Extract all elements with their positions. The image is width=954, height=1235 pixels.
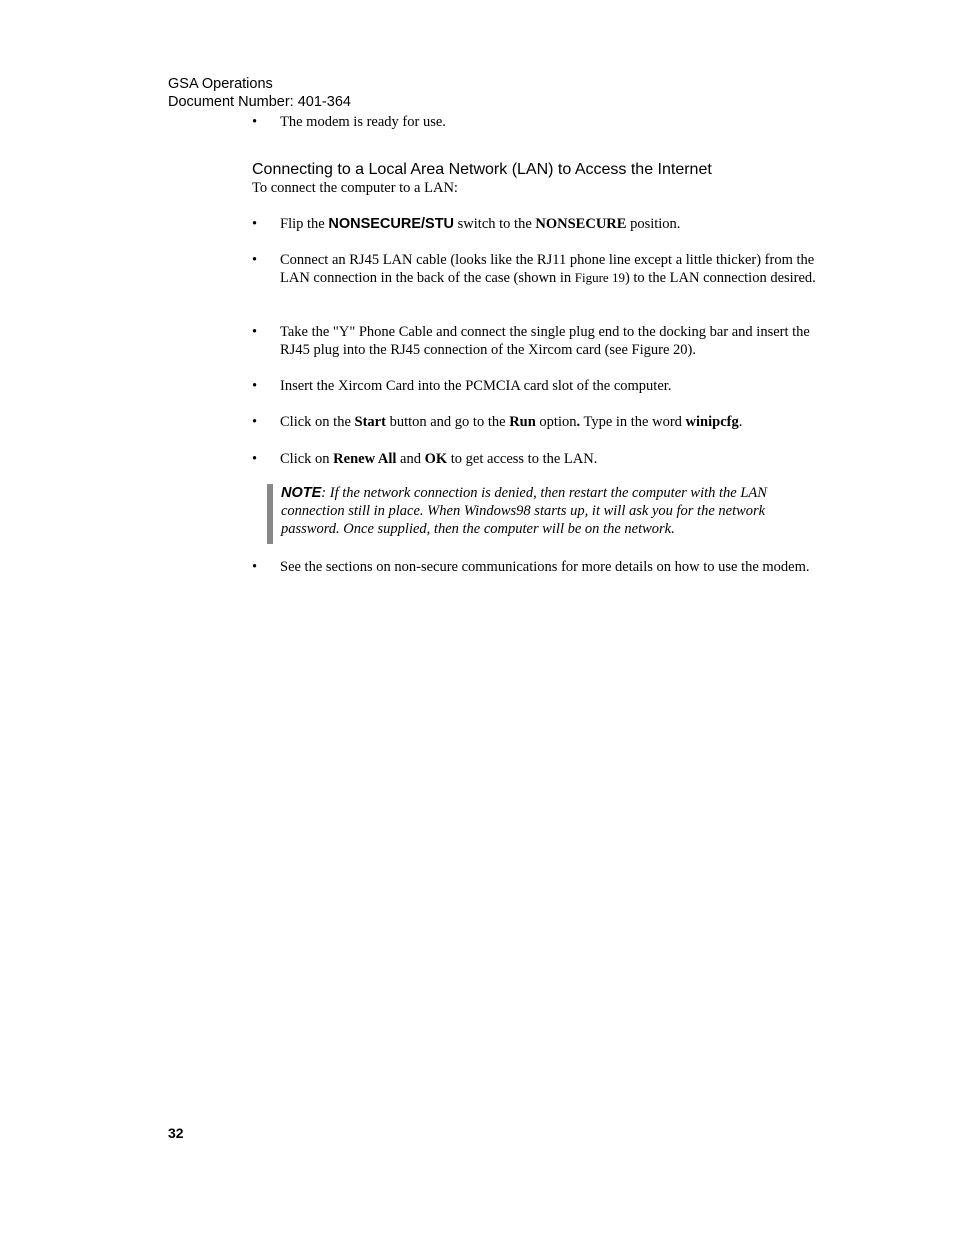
figure-reference: Figure 19 xyxy=(574,270,625,285)
header-org: GSA Operations xyxy=(168,76,273,92)
section-intro: To connect the computer to a LAN: xyxy=(252,180,458,196)
list-item-text: See the sections on non-secure communications for more details on how to use the modem. xyxy=(280,559,810,575)
list-item-text: Click on Renew All and OK to get access to the LAN. xyxy=(280,451,598,467)
list-item-text: Click on the Start button and go to the Run option. Type in the word winipcfg. xyxy=(280,414,743,430)
bullet-icon: • xyxy=(252,559,258,575)
page-number: 32 xyxy=(168,1125,184,1141)
list-item-text: Insert the Xircom Card into the PCMCIA card slot of the computer. xyxy=(280,378,672,394)
list-item xyxy=(252,323,842,359)
bullet-icon: • xyxy=(252,216,258,232)
bullet-icon: • xyxy=(252,114,258,130)
list-item xyxy=(252,413,842,431)
list-item-text: Flip the NONSECURE/STU switch to the NONSECURE position. xyxy=(280,216,681,232)
list-item xyxy=(252,558,842,576)
page-header xyxy=(168,75,351,111)
list-item-text: Connect an RJ45 LAN cable (looks like the RJ11 phone line except a little thicker) from the LAN connection in the back of the case (shown in Figure 19) to the LAN connection desired. xyxy=(280,252,816,286)
bullet-icon: • xyxy=(252,252,258,268)
list-item xyxy=(252,377,842,395)
bullet-icon: • xyxy=(252,414,258,430)
note-box xyxy=(267,484,833,544)
bullet-icon: • xyxy=(252,378,258,394)
list-item xyxy=(252,113,842,131)
list-item xyxy=(252,450,842,468)
section-heading: Connecting to a Local Area Network (LAN) to Access the Internet xyxy=(252,161,712,178)
bullet-icon: • xyxy=(252,324,258,340)
list-item-text: The modem is ready for use. xyxy=(280,114,446,130)
note-text: NOTE: If the network connection is denied, then restart the computer with the LAN connection still in place. When Windows98 starts up, it will ask you for the network password. Once supplied, then the computer will be on the network. xyxy=(281,485,767,537)
bullet-icon: • xyxy=(252,451,258,467)
list-item xyxy=(252,215,842,233)
note-label: NOTE xyxy=(281,485,322,501)
list-item xyxy=(252,251,842,287)
list-item-text: Take the "Y" Phone Cable and connect the single plug end to the docking bar and insert the RJ45 plug into the RJ45 connection of the Xircom card (see Figure 20). xyxy=(280,324,810,358)
header-doc-number: Document Number: 401-364 xyxy=(168,94,351,110)
